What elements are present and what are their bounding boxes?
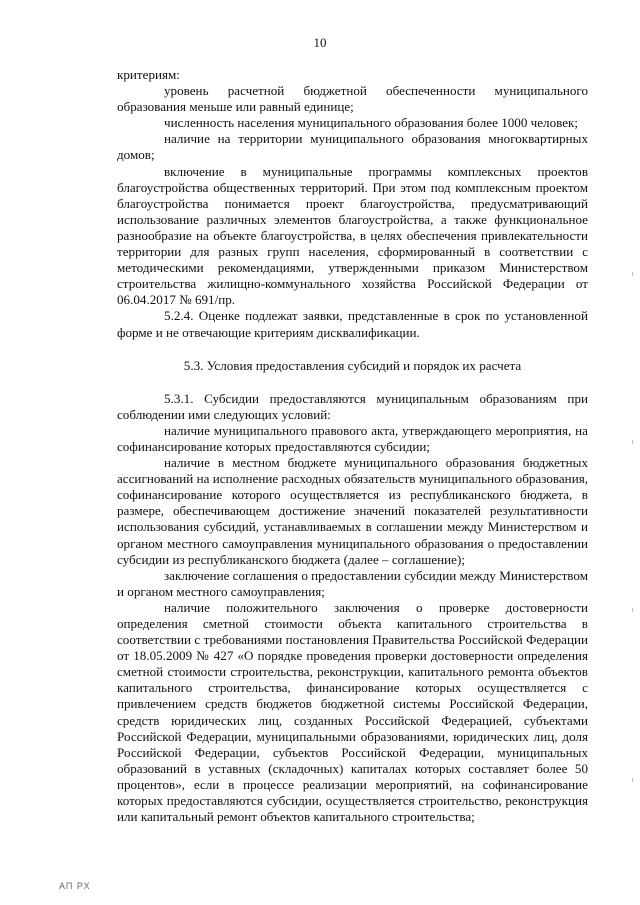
page-number: 10 [313,35,327,50]
paragraph-11: заключение соглашения о предоставлении субсидии между Министерством и органом местного самоуправления; [117,567,588,599]
paragraph-1: критериям: [117,67,180,82]
section-heading: 5.3. Условия предоставления субсидий и порядок их расчета [183,357,522,373]
scan-mark [632,272,633,276]
paragraph-5: включение в муниципальные программы комплексных проектов благоустройства общественных территорий. При этом под комплексным проектом благоустройства понимается проект благоустройства, предусматривающий использование различных элементов благоустройства, а также функциональное разнообразие на объекте благоустройства, в целях обеспечения привлекательности территории для разных групп населения, сформированный в соответствии с методическими рекомендациями, утвержденными приказом Министерством строительства жилищно-коммунального хозяйства Российской Федерации от 06.04.2017 № 691/пр. [117,163,588,308]
footer-mark: АП РХ [59,881,91,891]
paragraph-12: наличие положительного заключения о проверке достоверности определения сметной стоимости объекта капитального строительства в соответствии с требованиями постановления Правительства Российской Федерации от 18.05.2009 № 427 «О порядке проведения проверки достоверности определения сметной стоимости строительства, реконструкции, капитального ремонта объектов капитального строительства, финансирование которых осуществляется с привлечением средств бюджетов бюджетной системы Российской Федерации, средств юридических лиц, созданных Российской Федерацией, субъектами Российской Федерации, муниципальными образованиями, юридических лиц, доля Российской Федерации, субъектов Российской Федерации, муниципальных образований в уставных (складочных) капиталах которых составляет более 50 процентов», если в процессе реализации мероприятий, на софинансирование которых предоставляются субсидии, осуществляется строительство, реконструкция или капитальный ремонт объектов капитального строительства; [117,599,588,825]
document-body [117,67,588,825]
paragraph-3: численность населения муниципального образования более 1000 человек; [164,115,579,131]
paragraph-6: 5.2.4. Оценке подлежат заявки, представленные в срок по установленной форме и не отвечающие критериям дисквалификации. [117,308,588,340]
paragraph-9: наличие муниципального правового акта, утверждающего мероприятия, на софинансирование которых предоставляются субсидии; [117,422,588,454]
paragraph-4: наличие на территории муниципального образования многоквартирных домов; [117,131,588,163]
paragraph-8: 5.3.1. Субсидии предоставляются муниципальным образованиям при соблюдении ими следующих условий: [117,390,588,422]
scan-mark [632,778,633,782]
paragraph-2: уровень расчетной бюджетной обеспеченности муниципального образования меньше или равный единице; [117,83,588,115]
scan-mark [632,608,633,612]
scan-mark [632,440,633,444]
paragraph-10: наличие в местном бюджете муниципального образования бюджетных ассигнований на исполнение расходных обязательств муниципального образования, софинансирование которого осуществляется из республиканского бюджета, в размере, обеспечивающем достижение значений показателей результативности использования субсидий, устанавливаемых в соглашении между Министерством и органом местного самоуправления муниципального образования о предоставлении субсидии из республиканского бюджета (далее – соглашение); [117,455,588,567]
